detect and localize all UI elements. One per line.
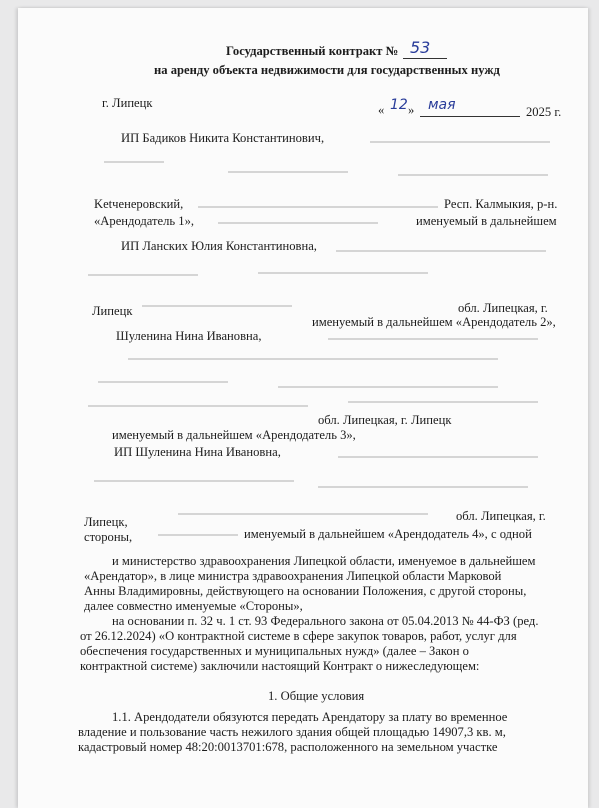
contract-number-underline (403, 58, 447, 59)
redacted-line (318, 486, 528, 488)
contract-subtitle: на аренду объекта недвижимости для государственных нужд (154, 63, 500, 77)
contract-title-prefix: Государственный контракт № (226, 44, 399, 58)
redacted-line (198, 206, 438, 208)
redacted-line (104, 161, 164, 163)
redacted-line (178, 513, 428, 515)
landlord-2-alias: именуемый в дальнейшем «Арендодатель 2», (312, 315, 556, 329)
clause-1-1-line-1: 1.1. Арендодатели обязуются передать Арендатору за плату во временное (112, 710, 508, 724)
contract-number-handwritten: 53 (410, 38, 431, 57)
redacted-line (98, 381, 228, 383)
landlord-4-city: Липецк, (84, 515, 128, 529)
contract-city: г. Липецк (102, 96, 153, 110)
landlord-4-name: ИП Шуленина Нина Ивановна, (114, 445, 281, 459)
redacted-line (218, 222, 378, 224)
clause-1-1-line-3: кадастровый номер 48:20:0013701:678, расположенного на земельном участке (78, 740, 498, 754)
redacted-line (370, 141, 550, 143)
landlord-3-region: обл. Липецкая, г. Липецк (318, 413, 452, 427)
redacted-line (348, 401, 538, 403)
tenant-line-4: далее совместно именуемые «Стороны», (84, 599, 303, 613)
date-quote-open: « (378, 103, 385, 117)
date-day-handwritten: 12 (390, 97, 408, 113)
basis-line-4: контрактной системе) заключили настоящий Контракт о нижеследующем: (80, 659, 480, 673)
landlord-2-city: Липецк (92, 304, 133, 318)
landlord-1-name: ИП Бадиков Никита Константинович, (121, 131, 325, 145)
clause-1-1-line-2: владение и пользование часть нежилого здания общей площадью 14907,3 кв. м, (78, 725, 506, 739)
landlord-2-region: обл. Липецкая, г. (458, 301, 548, 315)
tenant-line-1: и министерство здравоохранения Липецкой области, именуемое в дальнейшем (112, 554, 536, 568)
redacted-line (128, 358, 498, 360)
landlord-1-district: Ketчeнepoвcкий, (94, 197, 184, 211)
landlord-4-region: обл. Липецкая, г. (456, 509, 546, 523)
landlord-3-name: Шуленина Нина Ивановна, (116, 329, 262, 343)
date-month-underline (420, 116, 520, 117)
redacted-line (228, 171, 348, 173)
basis-line-2: от 26.12.2024) «О контрактной системе в сфере закупок товаров, работ, услуг для (80, 629, 517, 643)
landlord-3-alias: именуемый в дальнейшем «Арендодатель 3», (112, 428, 356, 442)
redacted-line (88, 405, 308, 407)
landlord-1-alias: «Арендодатель 1», (94, 214, 195, 228)
landlord-4-side: стороны, (84, 530, 133, 544)
landlord-4-alias: именуемый в дальнейшем «Арендодатель 4», с одной (244, 527, 532, 541)
tenant-line-2: «Арендатор», в лице министра здравоохранения Липецкой области Марковой (84, 569, 502, 583)
tenant-line-3: Анны Владимировны, действующего на основании Положения, с другой стороны, (84, 584, 527, 598)
section-1-heading: 1. Общие условия (268, 689, 365, 703)
redacted-line (94, 480, 294, 482)
contract-page (18, 8, 588, 808)
date-month-handwritten: мая (428, 97, 456, 113)
redacted-line (398, 174, 548, 176)
basis-line-3: обеспечения государственных и муниципальных нужд» (далее – Закон о (80, 644, 469, 658)
basis-line-1: на основании п. 32 ч. 1 ст. 93 Федерального закона от 05.04.2013 № 44-ФЗ (ред. (112, 614, 539, 628)
date-year: 2025 г. (526, 105, 562, 119)
landlord-2-name: ИП Ланских Юлия Константиновна, (121, 239, 317, 253)
redacted-line (328, 338, 538, 340)
redacted-line (338, 456, 538, 458)
landlord-1-region: Респ. Калмыкия, р-н. (444, 197, 558, 211)
redacted-line (142, 305, 292, 307)
redacted-line (258, 272, 428, 274)
redacted-line (88, 274, 198, 276)
redacted-line (278, 386, 498, 388)
redacted-line (158, 534, 238, 536)
date-quote-close: » (408, 103, 415, 117)
landlord-1-alias-intro: именуемый в дальнейшем (416, 214, 557, 228)
redacted-line (336, 250, 546, 252)
